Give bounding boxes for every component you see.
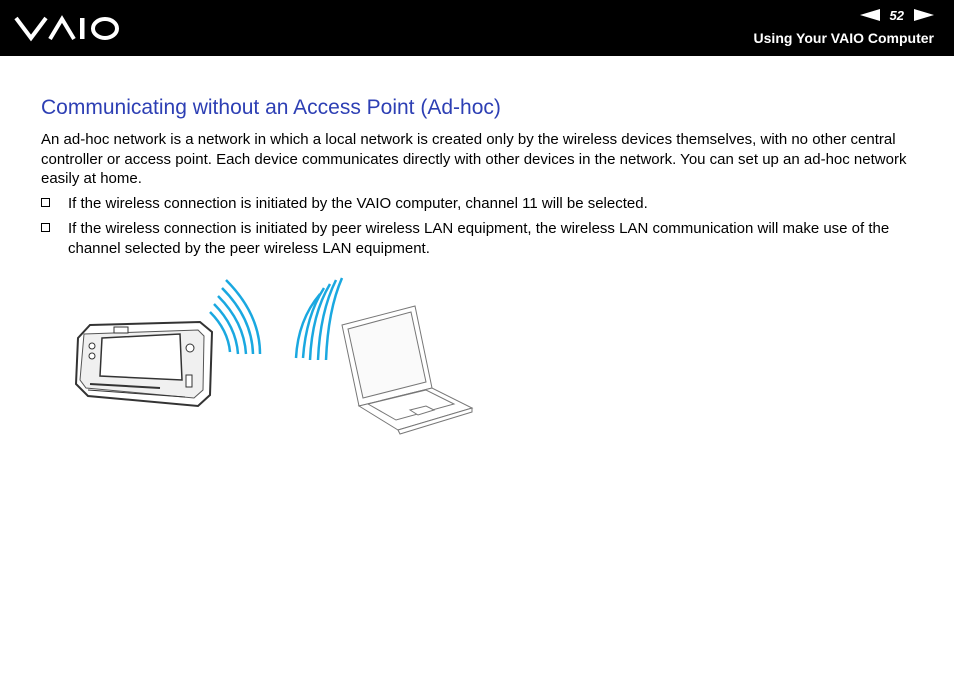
page-title: Communicating without an Access Point (Ad-hoc) xyxy=(41,96,501,119)
checkbox-bullet-icon xyxy=(41,223,50,232)
section-title: Using Your VAIO Computer xyxy=(753,30,934,46)
bullet-list xyxy=(41,194,921,259)
page-header xyxy=(0,0,954,56)
intro-paragraph: An ad-hoc network is a network in which a local network is created only by the wireless devices themselves, with no other central controller or access point. Each device communicates directly with other devices in the network. You can set up an ad-hoc network easily at home. xyxy=(41,131,907,187)
vaio-logo xyxy=(14,13,122,48)
list-item xyxy=(41,194,921,214)
handheld-computer-image xyxy=(76,322,212,406)
next-page-icon[interactable] xyxy=(914,9,934,21)
adhoc-network-illustration xyxy=(70,270,480,445)
page-number: 52 xyxy=(889,7,904,23)
list-item-text: If the wireless connection is initiated by the VAIO computer, channel 11 will be selected. xyxy=(68,194,648,212)
checkbox-bullet-icon xyxy=(41,198,50,207)
wireless-signal-icon xyxy=(210,278,342,360)
laptop-computer-image xyxy=(342,306,472,434)
page-navigation xyxy=(860,7,934,23)
main-content xyxy=(41,95,921,264)
list-item-text: If the wireless connection is initiated by peer wireless LAN equipment, the wireless LAN communication will make use of the channel selected by the peer wireless LAN equipment. xyxy=(68,220,890,257)
previous-page-icon[interactable] xyxy=(860,9,880,21)
list-item xyxy=(41,219,921,258)
